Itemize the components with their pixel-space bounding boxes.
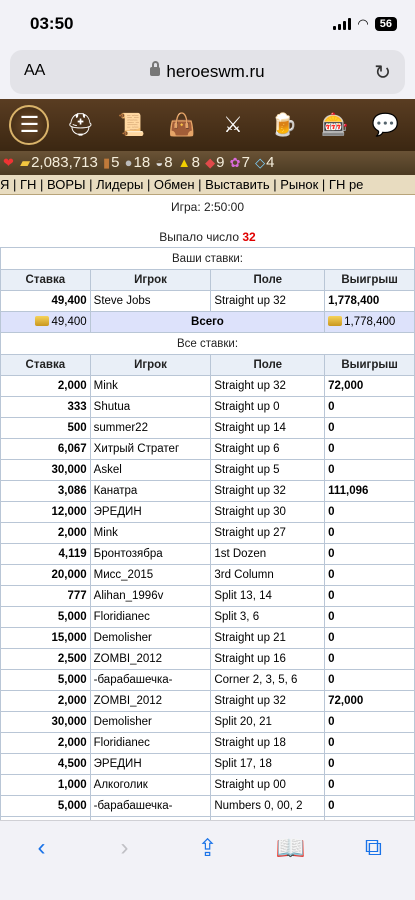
url-field[interactable]	[10, 62, 405, 82]
cell-player[interactable]: -барабашечка-	[90, 796, 211, 817]
table-row	[1, 397, 415, 418]
table-row	[1, 607, 415, 628]
cell-bet: 1,000	[1, 775, 91, 796]
cell-player[interactable]: -барабашечка-	[90, 670, 211, 691]
your-bets-title: Ваши ставки:	[1, 248, 415, 270]
crystal-icon: ◆	[205, 155, 216, 170]
cell-bet: 30,000	[1, 460, 91, 481]
sulfur-amount: 8	[191, 154, 200, 171]
result-label: Выпало число	[159, 230, 239, 244]
cell-win: 0	[325, 754, 415, 775]
ore-icon: ●	[124, 155, 133, 170]
cell-field: Split 3, 6	[211, 607, 325, 628]
all-bets-title: Все ставки:	[1, 333, 415, 355]
cell-player[interactable]: Хитрый Стратег	[90, 439, 211, 460]
cell-win: 0	[325, 775, 415, 796]
cell-win: 72,000	[325, 691, 415, 712]
url-text: heroeswm.ru	[166, 62, 265, 81]
cell-field: Straight up 14	[211, 418, 325, 439]
cell-player[interactable]: Shutua	[90, 397, 211, 418]
cell-win: 0	[325, 712, 415, 733]
game-time: Игра: 2:50:00	[170, 200, 245, 214]
cell-player[interactable]: Mink	[90, 376, 211, 397]
cell-player[interactable]: ЭРЕДИН	[90, 502, 211, 523]
cell-player[interactable]: Floridianec	[90, 733, 211, 754]
cell-player[interactable]: Alihan_1996v	[90, 586, 211, 607]
cell-field: Straight up 18	[211, 733, 325, 754]
crossed-swords-icon[interactable]: ⚔	[223, 112, 243, 137]
cell-field: Straight up 30	[211, 502, 325, 523]
cell-field: Straight up 32	[211, 691, 325, 712]
cell-field: Straight up 0	[211, 397, 325, 418]
cell-win: 0	[325, 649, 415, 670]
roulette-icon[interactable]: 🎰	[320, 112, 349, 137]
result-number: 32	[242, 230, 256, 244]
cell-win: 0	[325, 397, 415, 418]
gold-icon	[328, 316, 342, 326]
map-scroll-icon[interactable]: 📜	[117, 112, 145, 137]
cell-win: 0	[325, 439, 415, 460]
gems-amount: 7	[241, 154, 250, 171]
cell-player[interactable]: ZOMBI_2012	[90, 649, 211, 670]
cell-field: Split 13, 14	[211, 586, 325, 607]
cell-bet: 2,000	[1, 376, 91, 397]
browser-toolbar	[0, 820, 415, 900]
cell-field: Straight up 16	[211, 649, 325, 670]
total-row	[1, 312, 415, 333]
share-icon[interactable]: ⇪	[197, 834, 218, 862]
col-win: Выигрыш	[325, 270, 415, 291]
resource-bar	[0, 151, 415, 175]
table-row	[1, 565, 415, 586]
col-player: Игрок	[90, 270, 211, 291]
table-row: 49,400 Steve Jobs Straight up 32 1,778,400	[1, 291, 415, 312]
game-nav	[0, 99, 415, 151]
cell-bet: 15,000	[1, 628, 91, 649]
cell-win: 0	[325, 733, 415, 754]
cell-field: Straight up 6	[211, 439, 325, 460]
chat-icon[interactable]: 💬	[371, 112, 400, 137]
sulfur-icon: ▲	[177, 155, 191, 170]
mercury-amount: 8	[164, 154, 173, 171]
links-bar[interactable]: Я | ГН | ВОРЫ | Лидеры | Обмен | Выставить | Рынок | ГН ре	[0, 175, 415, 195]
cell-field: Split 20, 21	[211, 712, 325, 733]
cell-player[interactable]: Бронтозябра	[90, 544, 211, 565]
reader-settings-button[interactable]: AA	[24, 62, 46, 79]
cell-field: Corner 2, 3, 5, 6	[211, 670, 325, 691]
col-player: Игрок	[90, 355, 211, 376]
diamond-icon: ◇	[255, 155, 266, 170]
diamond-amount: 4	[266, 154, 275, 171]
cell-win: 0	[325, 544, 415, 565]
tavern-mug-icon[interactable]: 🍺	[270, 112, 298, 137]
status-icons	[333, 16, 397, 32]
cell-field: 3rd Column	[211, 565, 325, 586]
cell-win: 0	[325, 460, 415, 481]
cell-bet: 30,000	[1, 712, 91, 733]
cell-bet: 4,500	[1, 754, 91, 775]
menu-icon[interactable]: ☰	[9, 105, 49, 145]
address-bar[interactable]	[10, 50, 405, 94]
bag-icon[interactable]: 👜	[168, 112, 196, 137]
table-row	[1, 649, 415, 670]
cell-bet: 12,000	[1, 502, 91, 523]
cell-bet: 4,119	[1, 544, 91, 565]
cell-player[interactable]: summer22	[90, 418, 211, 439]
back-icon[interactable]: ‹	[37, 834, 46, 861]
table-row	[1, 523, 415, 544]
cell-win: 0	[325, 418, 415, 439]
cell-bet: 20,000	[1, 565, 91, 586]
cell-field: 1st Dozen	[211, 544, 325, 565]
table-row	[1, 796, 415, 817]
ore-amount: 18	[133, 154, 151, 171]
cell-win: 0	[325, 586, 415, 607]
cell-bet: 2,000	[1, 523, 91, 544]
status-time: 03:50	[30, 14, 74, 33]
table-row	[1, 775, 415, 796]
cell-bet: 5,000	[1, 796, 91, 817]
cell-bet: 5,000	[1, 670, 91, 691]
cell-win: 111,096	[325, 481, 415, 502]
cell-player[interactable]: Demolisher	[90, 712, 211, 733]
gold-amount: 2,083,713	[31, 154, 98, 171]
cell-bet: 6,067	[1, 439, 91, 460]
table-row	[1, 670, 415, 691]
result-line	[0, 227, 415, 247]
tabs-icon[interactable]: ⧉	[364, 834, 383, 861]
table-row	[1, 691, 415, 712]
cell-bet: 500	[1, 418, 91, 439]
cell-win: 0	[325, 796, 415, 817]
crystal-amount: 9	[216, 154, 225, 171]
cell-field: Numbers 0, 00, 2	[211, 796, 325, 817]
cell-bet: 5,000	[1, 607, 91, 628]
total-label: Всего	[90, 312, 324, 333]
cell-field: Straight up 21	[211, 628, 325, 649]
heart-icon: ❤	[3, 155, 14, 170]
gold-icon	[35, 316, 49, 326]
cell-win: 72,000	[325, 376, 415, 397]
wifi-icon: ◠	[357, 16, 369, 31]
forward-icon[interactable]: ›	[120, 834, 129, 861]
cell-bet: 2,000	[1, 733, 91, 754]
battery-icon: 56	[375, 17, 397, 31]
wood-icon: ▮	[102, 155, 111, 170]
cell-bet: 3,086	[1, 481, 91, 502]
cell-field: Split 17, 18	[211, 754, 325, 775]
cell-win: 0	[325, 670, 415, 691]
cell-field: Straight up 27	[211, 523, 325, 544]
table-row	[1, 502, 415, 523]
table-row	[1, 418, 415, 439]
cell-player[interactable]: ЭРЕДИН	[90, 754, 211, 775]
table-row	[1, 754, 415, 775]
signal-icon	[333, 18, 351, 30]
cell-player[interactable]: Канатра	[90, 481, 211, 502]
cell-field: Straight up 32	[211, 376, 325, 397]
table-row	[1, 712, 415, 733]
total-win: 1,778,400	[344, 316, 396, 328]
wood-amount: 5	[111, 154, 120, 171]
cell-player[interactable]: Floridianec	[90, 607, 211, 628]
cell-field: Straight up 32	[211, 481, 325, 502]
cell-field: Straight up 5	[211, 460, 325, 481]
cell-player[interactable]: Demolisher	[90, 628, 211, 649]
status-bar	[0, 0, 415, 46]
bookmarks-icon[interactable]: 📖	[275, 834, 306, 862]
table-row	[1, 481, 415, 502]
lock-icon	[150, 67, 160, 76]
cell-win: 0	[325, 628, 415, 649]
table-row	[1, 733, 415, 754]
table-row	[1, 460, 415, 481]
cell-player[interactable]: ZOMBI_2012	[90, 691, 211, 712]
cell-bet: 777	[1, 586, 91, 607]
knight-helmet-icon[interactable]: ⛑	[66, 112, 95, 137]
cell-win: 0	[325, 502, 415, 523]
col-bet: Ставка	[1, 355, 91, 376]
cell-player[interactable]: Mink	[90, 523, 211, 544]
gold-icon: ▰	[20, 155, 31, 170]
col-bet: Ставка	[1, 270, 91, 291]
cell-bet: 2,500	[1, 649, 91, 670]
table-row	[1, 376, 415, 397]
table-row	[1, 544, 415, 565]
roulette-results	[0, 195, 415, 820]
cell-bet: 333	[1, 397, 91, 418]
cell-player[interactable]: Askel	[90, 460, 211, 481]
mercury-icon: ◒	[155, 155, 164, 170]
col-field: Поле	[211, 355, 325, 376]
col-field: Поле	[211, 270, 325, 291]
cell-player[interactable]: Алкоголик	[90, 775, 211, 796]
col-win: Выигрыш	[325, 355, 415, 376]
total-bet: 49,400	[51, 316, 87, 328]
cell-bet: 2,000	[1, 691, 91, 712]
all-bets-body	[1, 376, 415, 838]
cell-field: Straight up 00	[211, 775, 325, 796]
gems-icon: ✿	[229, 155, 241, 170]
cell-win: 0	[325, 565, 415, 586]
cell-win: 0	[325, 607, 415, 628]
your-bets-table	[0, 247, 415, 838]
table-row	[1, 439, 415, 460]
table-row	[1, 628, 415, 649]
cell-win: 0	[325, 523, 415, 544]
cell-player[interactable]: Мисс_2015	[90, 565, 211, 586]
reload-icon[interactable]: ↻	[374, 62, 391, 84]
table-row	[1, 586, 415, 607]
